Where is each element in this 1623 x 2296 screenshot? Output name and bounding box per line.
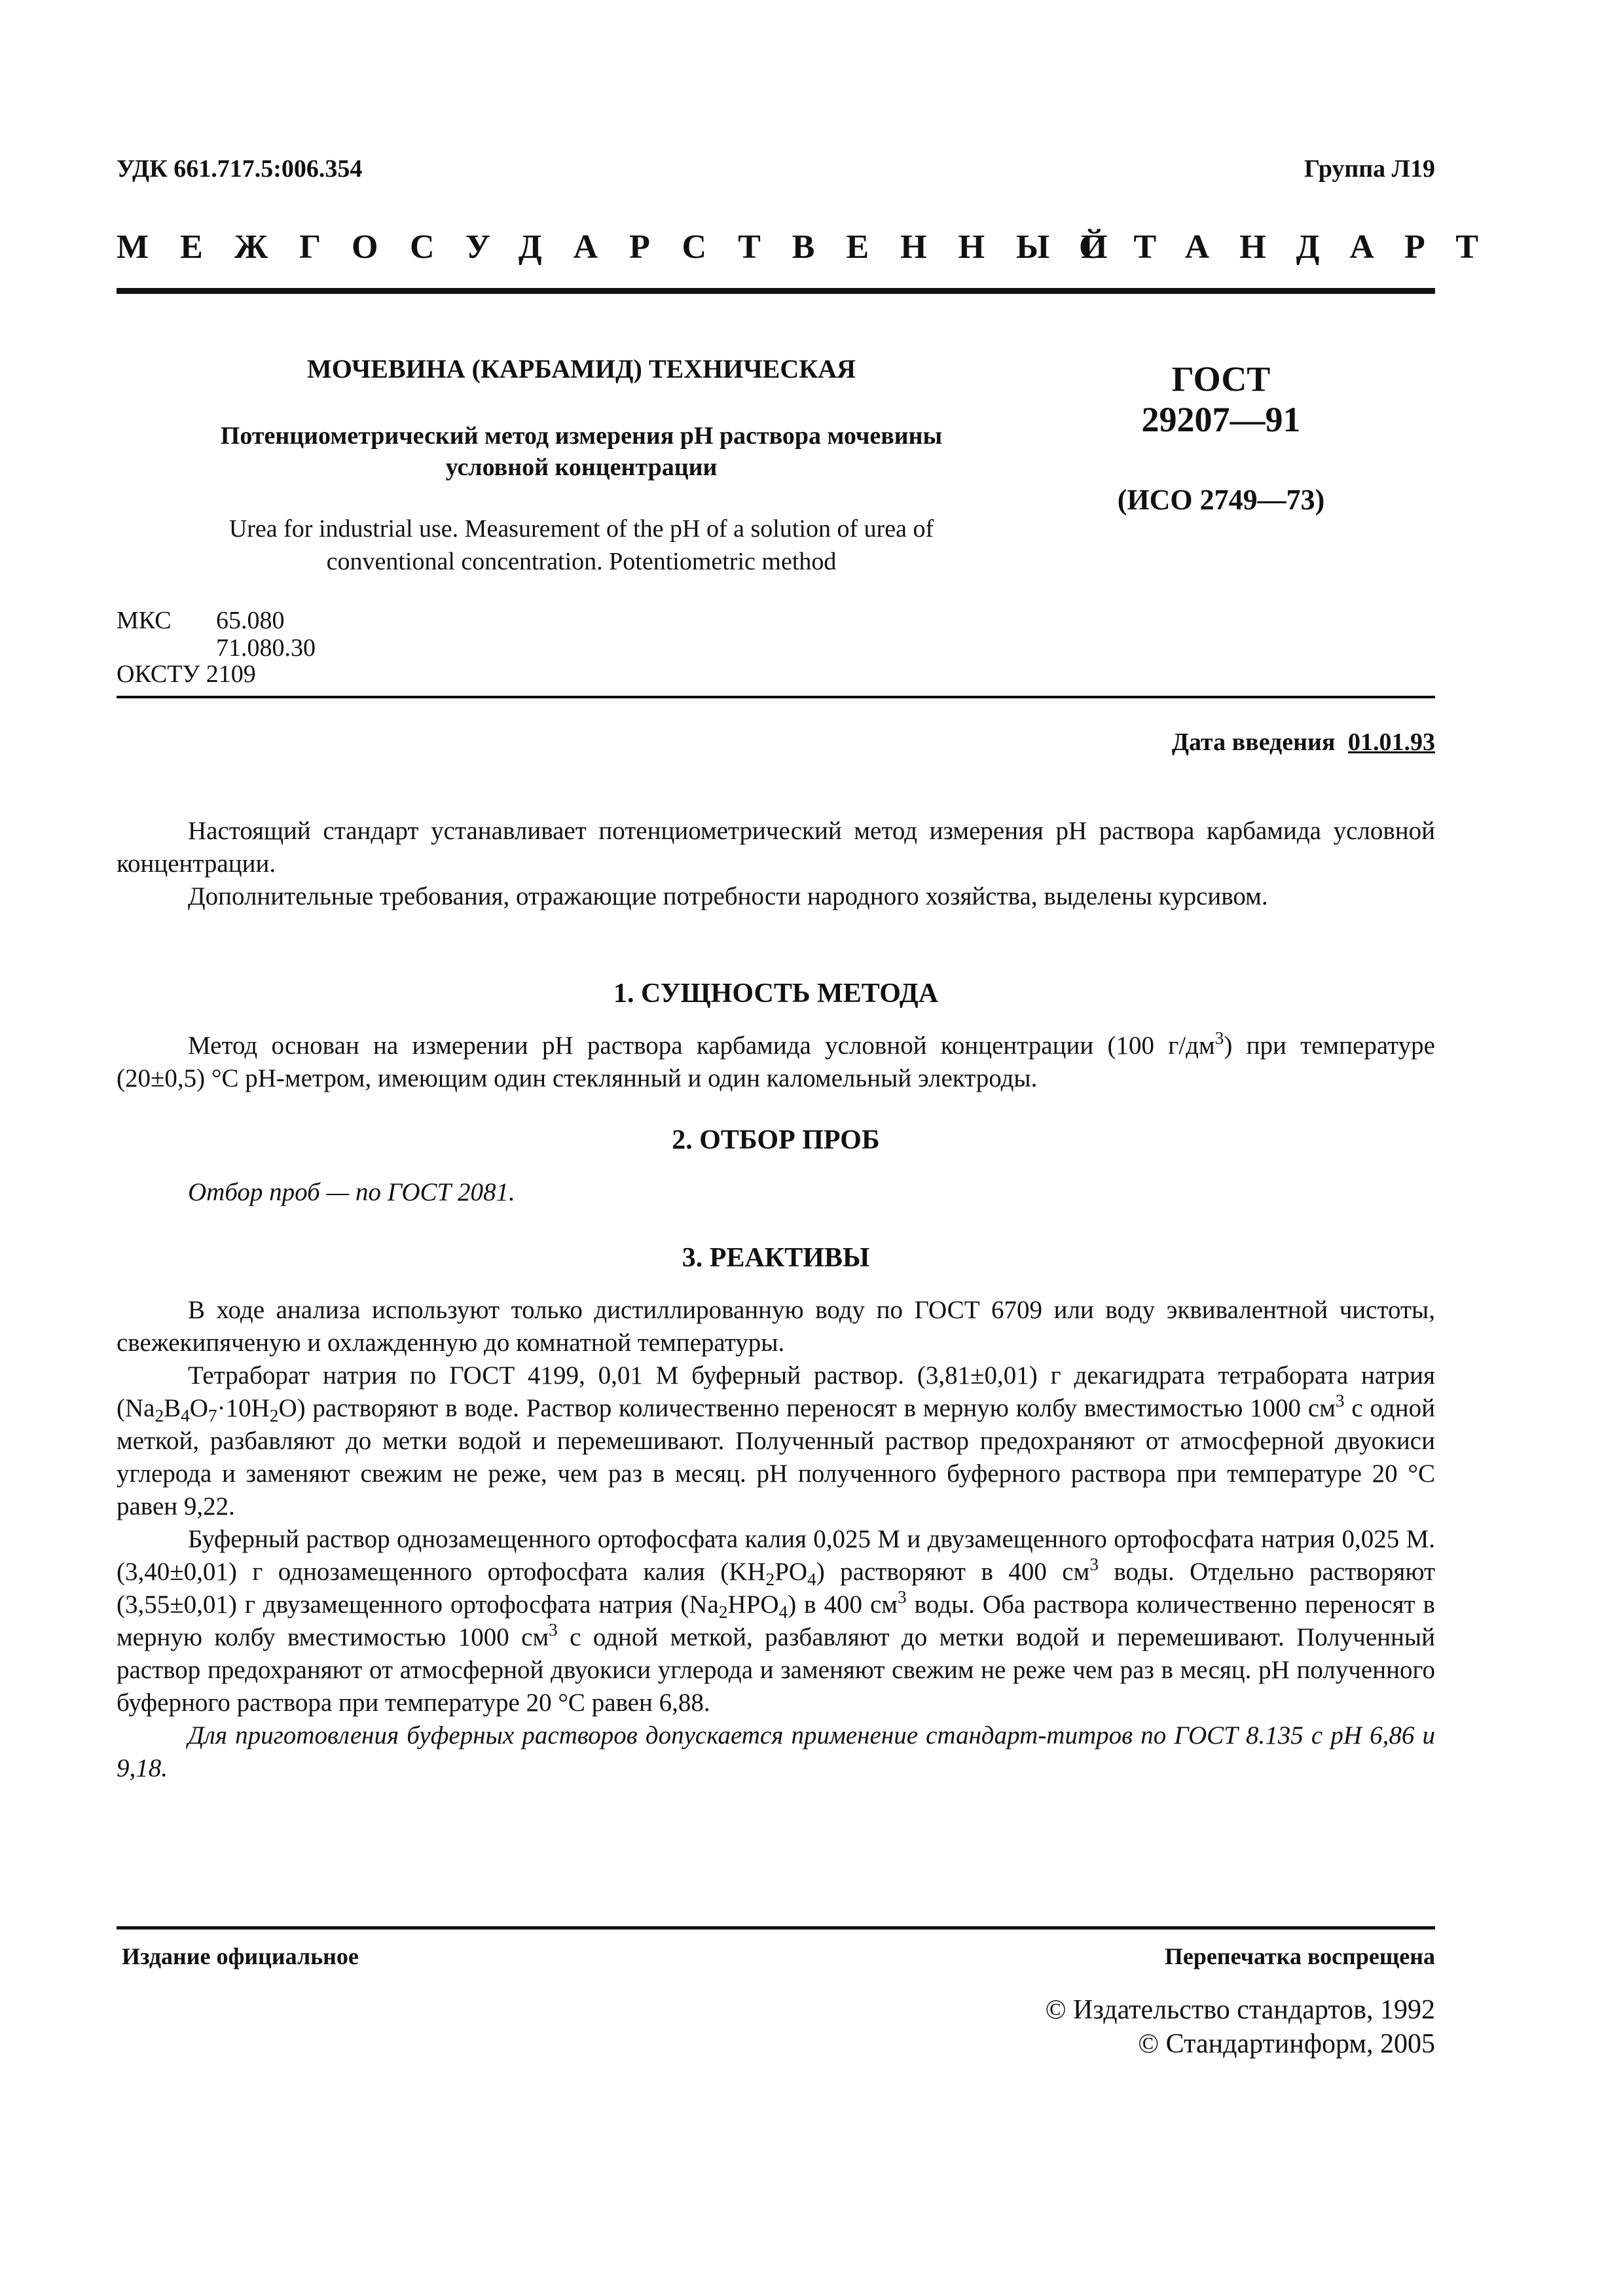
english-line-2: conventional concentration. Potentiometric method: [326, 548, 837, 575]
copyright-line-1: © Издательство стандартов, 1992: [1045, 1995, 1435, 2025]
intro-paragraph-2: Дополнительные требования, отражающие потребности народного хозяйства, выделены курсивом.: [188, 882, 1268, 910]
gost-label: ГОСТ: [1171, 359, 1271, 399]
banner-interstate: МЕЖГОСУДАРСТВЕННЫЙ: [117, 228, 1139, 266]
section-2-heading: 2. ОТБОР ПРОБ: [672, 1125, 880, 1155]
document-title: МОЧЕВИНА (КАРБАМИД) ТЕХНИЧЕСКАЯ: [306, 354, 856, 384]
section-3-paragraph-2: Тетраборат натрия по ГОСТ 4199, 0,01 М буферный раствор. (3,81±0,01) г декагидрата тетрабората натрия $(Na_2B_4O_7\cdot 10H_2O)$ растворяют в воде. Раствор количественно переносят в мерную колбу вместимостью 1000 $см^3$ с одной меткой, разбавляют до метки водой и перемешивают. Полученный раствор предохраняют от атмосферной двуокиси углерода и заменяют свежим не реже, чем раз в месяц. pH полученного буферного раствора при температуре 20 °С равен 9,22.: [117, 1361, 1436, 1520]
header-thick-rule: [117, 288, 1435, 294]
copyright-block: [1046, 1993, 1435, 2061]
mks-label: МКС: [117, 607, 172, 634]
udc-code: УДК 661.717.5:006.354: [117, 155, 363, 183]
english-line-1: Urea for industrial use. Measurement of the pH of a solution of urea of: [228, 515, 934, 543]
section-3-paragraph-1: В ходе анализа используют только дистиллированную воду по ГОСТ 6709 или воду эквивалентной чистоты, свежекипяченую и охлажденную до комнатной температуры.: [117, 1296, 1435, 1357]
section-1-text: [117, 1030, 1435, 1095]
section-1-paragraph: Метод основан на измерении pH раствора карбамида условной концентрации (100 $г/дм^3$) при температуре (20±0,5) °С pH-метром, имеющим один стеклянный и один каломельный электроды.: [117, 1028, 1435, 1092]
gost-number: 29207—91: [1141, 400, 1301, 439]
copyright-line-2: © Стандартинформ, 2005: [1138, 2029, 1435, 2059]
section-3-text: [117, 1294, 1435, 1785]
document-subtitle: [117, 420, 1046, 483]
official-edition: Издание официальное: [122, 1943, 359, 1969]
banner-standard: СТАНДАРТ: [1079, 228, 1509, 266]
intro-paragraph-1: Настоящий стандарт устанавливает потенциометрический метод измерения pH раствора карбамида условной концентрации.: [117, 817, 1435, 878]
subtitle-line-2: условной концентрации: [445, 454, 718, 481]
date-value: 01.01.93: [1348, 728, 1435, 756]
mks-code-1: 65.080: [216, 607, 285, 634]
section-2-text: [117, 1176, 1435, 1209]
gost-block: [1080, 359, 1362, 440]
reprint-prohibited: Перепечатка воспрещена: [1164, 1943, 1435, 1969]
english-title: [117, 512, 1046, 578]
section-3-heading: 3. РЕАКТИВЫ: [682, 1243, 870, 1273]
iso-reference: (ИСО 2749—73): [1117, 484, 1325, 516]
mks-code-2: 71.080.30: [216, 634, 316, 662]
intro-text: [117, 815, 1435, 913]
section-3-paragraph-3: Буферный раствор однозамещенного ортофосфата калия 0,025 М и двузамещенного ортофосфата натрия 0,025 М. (3,40±0,01) г однозамещенного ортофосфата калия $(KH_2PO_4)$ растворяют в 400 $см^3$ воды. Отдельно растворяют (3,55±0,01) г двузамещенного ортофосфата натрия $(Na_2HPO_4)$ в 400 $см^3$ воды. Оба раствора количественно переносят в мерную колбу вместимостью 1000 $см^3$ с одной меткой, разбавляют до метки водой и перемешивают. Полученный раствор предохраняют от атмосферной двуокиси углерода и заменяют свежим не реже чем раз в месяц. pH полученного буферного раствора при температуре 20 °С равен 6,88.: [117, 1525, 1436, 1717]
section-2-paragraph: Отбор проб — по ГОСТ 2081.: [188, 1178, 515, 1206]
date-label: Дата введения: [1171, 728, 1336, 756]
section-1-heading: 1. СУЩНОСТЬ МЕТОДА: [613, 978, 939, 1009]
footer-rule: [117, 1926, 1435, 1929]
group-code: Группа Л19: [1304, 155, 1435, 183]
okstu-code: ОКСТУ 2109: [117, 660, 256, 688]
section-3-paragraph-4: Для приготовления буферных растворов допускается применение стандарт-титров по ГОСТ 8.135 с pH 6,86 и 9,18.: [117, 1721, 1435, 1782]
subtitle-line-1: Потенциометрический метод измерения pH раствора мочевины: [220, 422, 943, 450]
classification-rule: [117, 696, 1435, 698]
introduction-date: [1172, 728, 1435, 757]
